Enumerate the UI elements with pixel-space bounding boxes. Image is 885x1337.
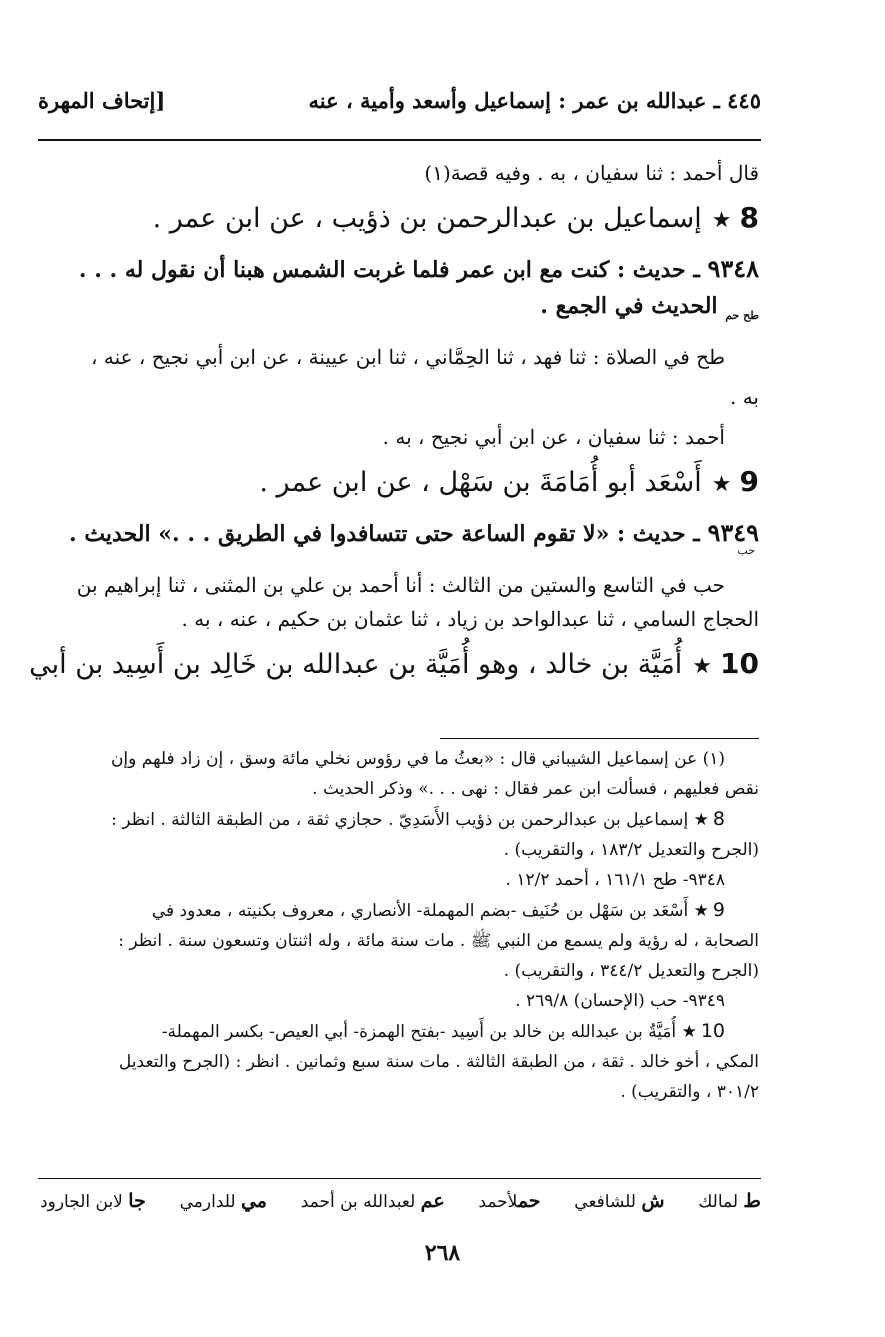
- footnote-line: (الجرح والتعديل ١٨٣/٢ ، والتقريب) .: [503, 840, 759, 860]
- footnote-line: الصحابة ، له رؤية ولم يسمع من النبي ﷺ . مات سنة مائة ، وله اثنتان وتسعون سنة . انظر :: [118, 931, 759, 951]
- abbreviations-key: [40, 1190, 761, 1212]
- abbreviation-name: لابن الجارود: [40, 1192, 123, 1212]
- main-text: [29, 150, 759, 697]
- narrator-entry-8: [40, 196, 759, 243]
- text-line: به .: [729, 385, 759, 409]
- abbreviations-divider: [38, 1178, 761, 1179]
- abbreviation-name: لأحمد: [478, 1192, 518, 1212]
- hadith-continuation: [40, 288, 759, 334]
- narrator-entry-9: [40, 460, 759, 507]
- footnote-number: 9: [712, 899, 725, 921]
- sigla-row: [40, 544, 759, 568]
- abbreviation-item: [180, 1190, 267, 1212]
- footnote-line: (١) عن إسماعيل الشيباني قال : «بعثُ ما في رؤوس نخلي مائة وسق ، إن زاد فلهم وإن: [110, 749, 725, 769]
- footnote-text: أَسْعَد بن سَهْل بن حُنَيف -بضم المهملة- الأنصاري ، معروف بكنيته ، معدود في: [151, 901, 689, 921]
- star-icon: ★: [693, 901, 709, 921]
- abbreviation-item: [574, 1190, 664, 1212]
- footnote-line: ٩٣٤٨- طح ١٦١/١ ، أحمد ١٢/٢ .: [505, 870, 725, 890]
- footnote-number: 8: [712, 808, 725, 830]
- footnote-line: (الجرح والتعديل ٣٤٤/٢ ، والتقريب) .: [503, 961, 759, 981]
- abbreviation-code: جا: [128, 1190, 146, 1212]
- footnotes: [40, 744, 759, 1107]
- hadith-text: ـ حديث : كنت مع ابن عمر فلما غربت الشمس هبنا أن نقول له . . .: [78, 257, 700, 283]
- star-icon: ★: [681, 1022, 697, 1042]
- abbreviation-name: لمالك: [698, 1192, 739, 1212]
- hadith-sigla: طح حم: [725, 309, 759, 322]
- header-chapter-title: ٤٤٥ ـ عبدالله بن عمر : إسماعيل وأسعد وأمية ، عنه: [308, 87, 761, 113]
- footnote-line: ٣٠١/٢ ، والتقريب) .: [620, 1082, 759, 1102]
- entry-title-text: أَسْعَد أبو أُمَامَةَ بن سَهْل ، عن ابن عمر .: [259, 467, 702, 498]
- footnote-text: أُمَيَّةُ بن عبدالله بن خالد بن أَسِيد -بفتح الهمزة- أبي العيص- بكسر المهملة-: [161, 1022, 677, 1042]
- footnote-line: المكي ، أخو خالد . ثقة ، من الطبقة الثالثة . مات سنة سبع وثمانين . انظر : (الجرح والتعديل: [118, 1052, 759, 1072]
- footnote-text: إسماعيل بن عبدالرحمن بن ذؤيب الأَسَدِيّ . حجازي ثقة ، من الطبقة الثالثة . انظر :: [111, 810, 689, 830]
- running-header: [38, 82, 761, 118]
- footnote-line: نقص فعليهم ، فسألت ابن عمر فقال : نهى . . .» وذكر الحديث .: [312, 779, 759, 799]
- hadith-sigla: حب: [737, 544, 755, 557]
- entry-number: 9: [739, 465, 759, 498]
- abbreviation-code: ش: [641, 1190, 665, 1212]
- footnote-entry-8: [40, 804, 759, 835]
- star-icon: ★: [692, 654, 713, 679]
- footnote-line: ٩٣٤٩- حب (الإحسان) ٢٦٩/٨ .: [515, 991, 725, 1011]
- text-line: حب في التاسع والستين من الثالث : أنا أحمد بن علي بن المثنى ، ثنا إبراهيم بن: [76, 573, 725, 597]
- text-line: الحجاج السامي ، ثنا عبدالواحد بن زياد ، ثنا عثمان بن حكيم ، عنه ، به .: [181, 607, 759, 631]
- star-icon: ★: [711, 208, 732, 233]
- abbreviation-name: للشافعي: [574, 1192, 636, 1212]
- footnote-entry-9: [40, 895, 759, 926]
- hadith-text: ـ حديث : «لا تقوم الساعة حتى تتسافدوا في الطريق . . .» الحديث .: [69, 521, 700, 547]
- page-number: ٢٦٨: [424, 1240, 461, 1266]
- hadith-9349: [40, 515, 759, 552]
- hadith-text-cont: الحديث في الجمع .: [540, 293, 718, 319]
- abbreviation-item: [478, 1190, 540, 1212]
- text-line: طح في الصلاة : ثنا فهد ، ثنا الحِمَّاني ، ثنا ابن عيينة ، عن ابن أبي نجيح ، عنه ،: [91, 345, 725, 369]
- abbreviation-name: لعبدالله بن أحمد: [300, 1192, 416, 1212]
- entry-title-text: إسماعيل بن عبدالرحمن بن ذؤيب ، عن ابن عمر .: [152, 203, 702, 234]
- entry-number: 8: [739, 201, 759, 234]
- footnote-entry-10: [40, 1016, 759, 1047]
- text-line: أحمد : ثنا سفيان ، عن ابن أبي نجيح ، به .: [382, 425, 725, 449]
- narrator-entry-10: [29, 642, 759, 689]
- header-divider: [38, 139, 761, 141]
- star-icon: ★: [693, 810, 709, 830]
- hadith-number: ٩٣٤٨: [707, 254, 759, 283]
- abbreviation-item: [301, 1190, 445, 1212]
- text-line: قال أحمد : ثنا سفيان ، به . وفيه قصة(١): [424, 161, 759, 185]
- abbreviation-item: [698, 1190, 761, 1212]
- hadith-number: ٩٣٤٩: [707, 518, 759, 547]
- star-icon: ★: [711, 472, 732, 497]
- abbreviation-code: عم: [420, 1190, 445, 1212]
- entry-number: 10: [720, 647, 759, 680]
- header-book-title: [إتحاف المهرة: [38, 87, 166, 113]
- footnote-number: 10: [700, 1020, 725, 1042]
- entry-title-text: أُمَيَّة بن خالد ، وهو أُمَيَّة بن عبدالله بن خَالِد بن أَسِيد بن أبي: [29, 649, 683, 680]
- abbreviation-item: [40, 1190, 146, 1212]
- abbreviation-code: مي: [240, 1190, 267, 1212]
- hadith-9348: [40, 251, 759, 288]
- abbreviation-code: حم: [517, 1190, 541, 1212]
- abbreviation-code: ط: [743, 1190, 761, 1212]
- footnote-divider: [440, 738, 759, 739]
- abbreviation-name: للدارمي: [179, 1192, 236, 1212]
